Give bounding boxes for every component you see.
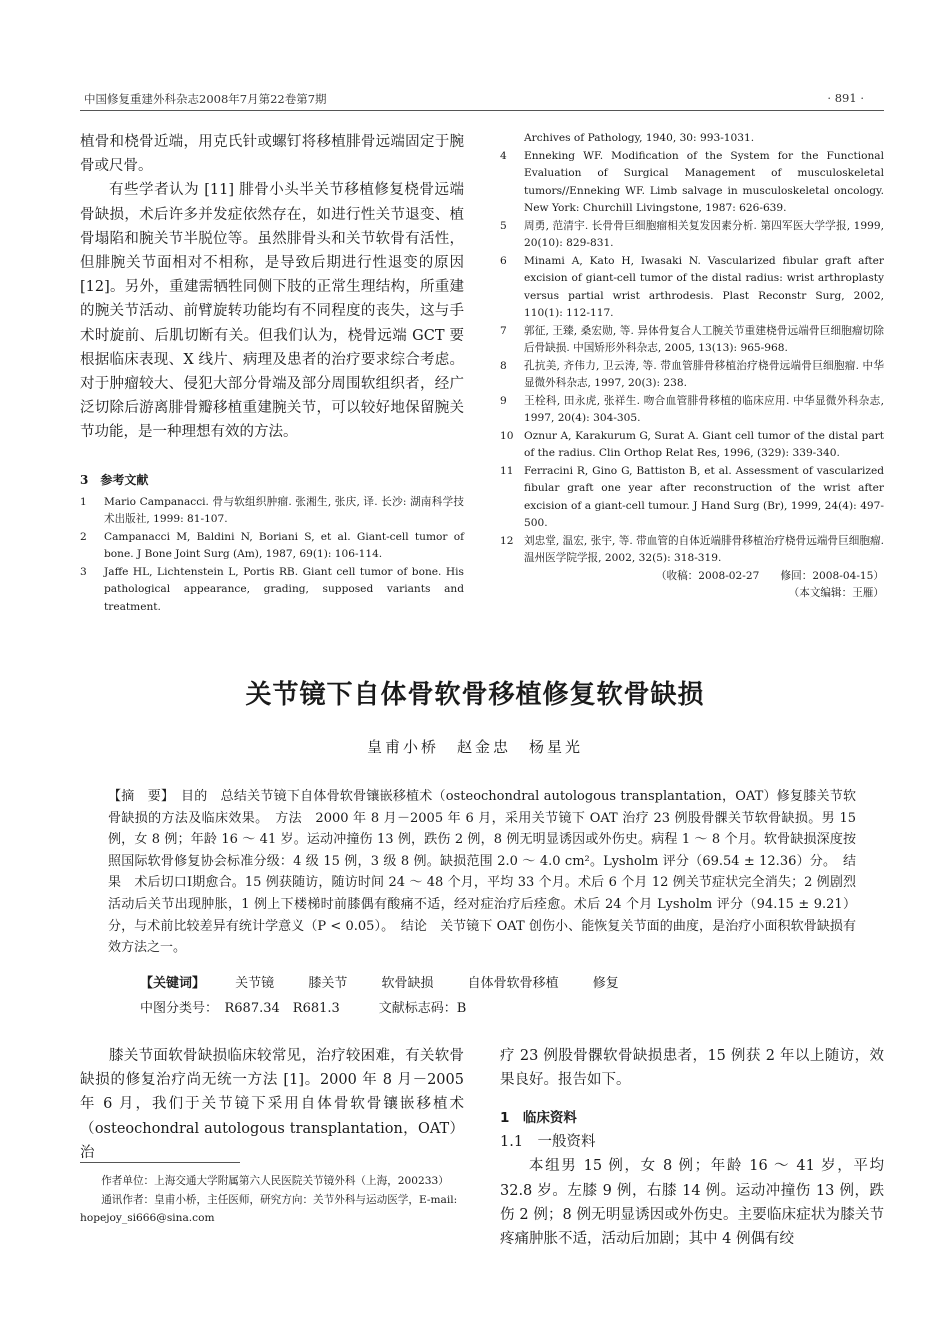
reference-item	[500, 358, 884, 393]
keyword: 膝关节	[308, 976, 348, 991]
footnote-rule	[80, 1162, 240, 1163]
classification-line: 中图分类号： R687.34 R681.3 文献标志码：B	[140, 1001, 467, 1016]
reference-number: 9	[500, 394, 507, 407]
reference-item	[500, 393, 884, 428]
keyword: 关节镜	[235, 976, 275, 991]
keywords-line	[140, 972, 649, 991]
keyword: 自体骨软骨移植	[467, 976, 559, 991]
abstract: 【摘 要】 目的 总结关节镜下自体骨软骨镶嵌移植术（osteochondral autologous transplantation，OAT）修复膝关节软骨缺损的方法及临床效果。 方法 2000 年 8 月－2005 年 6 月，采用关节镜下 OAT 治疗 23 例股骨髁关节软骨缺损。男 15 例，女 8 例；年龄 16 ～ 41 岁。运动冲撞伤 13 例，跌伤 2 例，8 例无明显诱因或外伤史。病程 1 ～ 8 个月。软骨缺损深度按照国际软骨修复协会标准分级：4 级 15 例，3 级 8 例。缺损范围 2.0 ～ 4.0 cm²。Lysholm 评分（69.54 ± 12.36）分。 结果 术后切口Ⅰ期愈合。15 例获随访，随访时间 24 ～ 48 个月，平均 33 个月。术后 6 个月 12 例关节症状完全消失；2 例剧烈活动后关节出现肿胀，1 例上下楼梯时前膝偶有酸痛不适，经对症治疗后痊愈。术后 24 个月 Lysholm 评分（94.15 ± 9.21）分，与术前比较差异有统计学意义（P < 0.05）。 结论 关节镜下 OAT 创伤小、能恢复关节面的曲度，是治疗小面积软骨缺损有效方法之一。	[108, 789, 856, 956]
reference-text: Enneking WF. Modification of the System for the Functional Evaluation of Surgical Management of musculoskeletal tumors//Enneking WF. Limb salvage in musculoskeletal oncology. New York: Churchill Livingstone, 1987: 626-639.	[524, 149, 884, 214]
reference-text: Mario Campanacci. 骨与软组织肿瘤. 张湘生, 张庆, 译. 长沙: 湖南科学技术出版社, 1999: 81-107.	[104, 495, 464, 526]
reference-item	[500, 463, 884, 533]
keyword: 修复	[592, 976, 619, 991]
reference-number: 8	[500, 359, 507, 372]
reference-text: Oznur A, Karakurum G, Surat A. Giant cell tumor of the distal part of the radius. Clin Orthop Relat Res, 1996, (329): 339-340.	[524, 429, 884, 459]
reference-text: 刘忠堂, 温宏, 张宇, 等. 带血管的自体近端腓骨移植治疗桡骨远端骨巨细胞瘤. 温州医学院学报, 2002, 32(5): 318-319.	[524, 534, 884, 564]
intro-paragraph-end: 疗 23 例股骨髁软骨缺损患者，15 例获 2 年以上随访，效果良好。报告如下。	[500, 1048, 884, 1089]
subsection-heading: 1.1 一般资料	[500, 1134, 596, 1151]
editor-credit: （本文编辑：王雁）	[788, 587, 884, 599]
reference-item	[500, 428, 884, 463]
reference-item	[500, 323, 884, 358]
reference-number: 11	[500, 464, 514, 477]
article-right-column	[500, 1044, 884, 1251]
reference-item	[80, 529, 464, 564]
received-revised-dates: （收稿：2008-02-27 修回：2008-04-15）	[655, 569, 884, 582]
header-rule	[80, 110, 884, 111]
intro-paragraph-start: 膝关节面软骨缺损临床较常见，治疗较困难，有关软骨缺损的修复治疗尚无统一方法 [1]。2000 年 8 月－2005 年 6 月，我们于关节镜下采用自体骨软骨镶嵌移植术（osteochondral autologous transplantation，OAT）治	[80, 1048, 464, 1161]
footnote-correspondence: 通讯作者：皇甫小桥，主任医师，研究方向：关节外科与运动医学，E-mail: hopejoy_si666@sina.com	[80, 1193, 458, 1224]
reference-item	[500, 533, 884, 568]
reference-number: 10	[500, 429, 514, 442]
references-heading: 3 参考文献	[80, 472, 149, 487]
prev-article-right-column	[500, 130, 884, 603]
reference-text: Minami A, Kato H, Iwasaki N. Vascularized fibular graft after excision of giant-cell tumor of the distal radius: wrist arthroplasty versus partial wrist arthrodesis. Plast Reconstr Surg, 2002, 110(1): 112-117.	[524, 254, 884, 319]
reference-text: 孔抗美, 齐伟力, 卫云涛, 等. 带血管腓骨移植治疗桡骨远端骨巨细胞瘤. 中华显微外科杂志, 1997, 20(3): 238.	[524, 359, 884, 389]
reference-number: 2	[80, 530, 87, 543]
prev-paragraph-2: 有些学者认为 [11] 腓骨小头半关节移植修复桡骨远端骨缺损，术后许多并发症依然存在，如进行性关节退变、植骨塌陷和腕关节半脱位等。虽然腓骨头和关节软骨有活性，但腓腕关节面相对不相称，是导致后期进行性退变的原因 [12]。另外，重建需牺牲同侧下肢的正常生理结构，所重建的腕关节活动、前臂旋转功能均有不同程度的丧失，这与手术时旋前、后肌切断有关。但我们认为，桡骨远端 GCT 要根据临床表现、X 线片、病理及患者的治疗要求综合考虑。对于肿瘤较大、侵犯大部分骨端及部分周围软组织者，经广泛切除后游离腓骨瓣移植重建腕关节，可以较好地保留腕关节功能，是一种理想有效的方法。	[80, 182, 464, 441]
reference-item	[500, 253, 884, 323]
keywords-label: 【关键词】	[140, 976, 206, 991]
running-header-journal: 中国修复重建外科杂志2008年7月第22卷第7期	[84, 92, 327, 106]
footnotes	[80, 1172, 464, 1228]
reference-text: Jaffe HL, Lichtenstein L, Portis RB. Giant cell tumor of bone. His pathological appearance, grading, supposed variants and treatment.	[104, 565, 464, 613]
reference-text: Archives of Pathology, 1940, 30: 993-1031.	[524, 132, 755, 144]
reference-item	[80, 494, 464, 529]
reference-number: 3	[80, 565, 87, 578]
reference-number: 1	[80, 495, 87, 508]
prev-paragraph-1: 植骨和桡骨近端，用克氏针或螺钉将移植腓骨远端固定于腕骨或尺骨。	[80, 134, 464, 175]
reference-text: 郭征, 王臻, 桑宏勋, 等. 异体骨复合人工腕关节重建桡骨远端骨巨细胞瘤切除后骨缺损. 中国矫形外科杂志, 2005, 13(13): 965-968.	[524, 324, 884, 354]
reference-number: 6	[500, 254, 507, 267]
reference-text: Ferracini R, Gino G, Battiston B, et al. Assessment of vascularized fibular graft one year after reconstruction of the wrist after excision of a giant-cell tumour. J Hand Surg (Br), 1999, 24(4): 497-500.	[524, 464, 884, 529]
subsection-text: 本组男 15 例，女 8 例；年龄 16 ～ 41 岁，平均 32.8 岁。左膝 9 例，右膝 14 例。运动冲撞伤 13 例，跌伤 2 例；8 例无明显诱因或外伤史。主要临床症状为膝关节疼痛肿胀不适，活动后加剧；其中 4 例偶有绞	[500, 1158, 884, 1248]
reference-text: 王栓科, 田永虎, 张祥生. 吻合血管腓骨移植的临床应用. 中华显微外科杂志, 1997, 20(4): 304-305.	[524, 394, 884, 424]
keyword: 软骨缺损	[381, 976, 434, 991]
article-title: 关节镜下自体骨软骨移植修复软骨缺损	[245, 680, 705, 710]
article-left-column	[80, 1044, 464, 1165]
reference-item	[80, 564, 464, 617]
prev-article-left-column	[80, 130, 464, 616]
reference-continuation	[500, 130, 884, 148]
reference-item	[500, 148, 884, 218]
article-authors: 皇甫小桥 赵金忠 杨星光	[366, 738, 583, 756]
reference-number: 7	[500, 324, 507, 337]
section-heading: 1 临床资料	[500, 1110, 577, 1127]
reference-text: Campanacci M, Baldini N, Boriani S, et al. Giant-cell tumor of bone. J Bone Joint Surg (Am), 1987, 69(1): 106-114.	[104, 530, 464, 561]
footnote-affiliation: 作者单位：上海交通大学附属第六人民医院关节镜外科（上海，200233）	[101, 1175, 449, 1187]
page-number: · 891 ·	[827, 91, 864, 105]
reference-number: 12	[500, 534, 514, 547]
reference-number: 5	[500, 219, 507, 232]
reference-item	[500, 218, 884, 253]
reference-text: 周勇, 范清宇. 长骨骨巨细胞瘤相关复发因素分析. 第四军医大学学报, 1999, 20(10): 829-831.	[524, 219, 884, 249]
reference-number: 4	[500, 149, 507, 162]
